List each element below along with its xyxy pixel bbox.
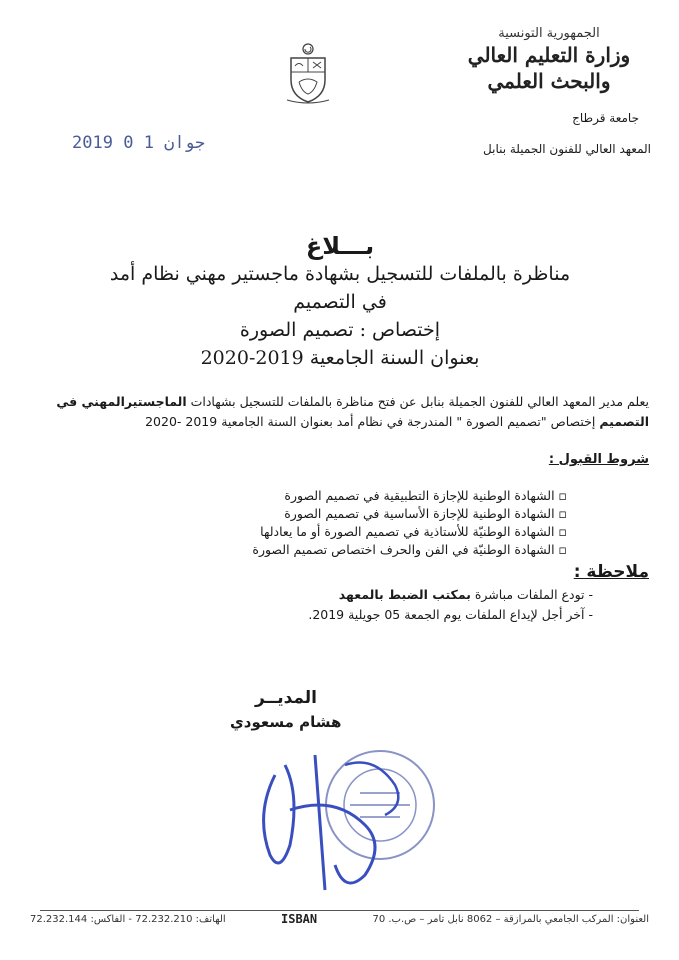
signature-icon xyxy=(245,735,435,900)
announcement-paragraph xyxy=(29,392,649,432)
footer-contact: الهاتف: 72.232.210 - الفاكس: 72.232.144 xyxy=(30,913,226,925)
ministry-line-1: وزارة التعليم العالي xyxy=(467,43,631,67)
institute-label: المعهد العالي للفنون الجميلة بنابل xyxy=(483,142,651,156)
conditions-heading: شروط القبول : xyxy=(548,452,649,467)
university-label: جامعة قرطاج xyxy=(572,111,639,125)
paragraph-bold: الماجستيرالمهني في التصميم xyxy=(56,394,649,429)
director-title: المديــر xyxy=(255,688,318,708)
announcement-title xyxy=(80,232,600,372)
title-line-3: إختصاص : تصميم الصورة xyxy=(239,319,441,341)
list-item: ▫ الشهادة الوطنية للإجازة التطبيقية في تصميم الصورة xyxy=(252,487,567,505)
footer xyxy=(30,912,649,926)
title-line-1: مناظرة بالملفات للتسجيل بشهادة ماجستير مهني نظام أمد xyxy=(109,263,571,285)
conditions-list xyxy=(252,487,567,559)
date-stamp: 2019 جوان 1 0 xyxy=(72,133,206,153)
note-1-bold: بمكتب الضبط بالمعهد xyxy=(338,587,471,602)
announcement-heading: بـــلاغ xyxy=(305,232,375,260)
title-line-4: بعنوان السنة الجامعية 2019-2020 xyxy=(200,347,480,369)
list-item: ▫ الشهادة الوطنيّة في الفن والحرف اختصاص تصميم الصورة xyxy=(252,541,567,559)
footer-address: العنوان: المركب الجامعي بالمرازقة – 8062 نابل تامر – ص.ب. 70 xyxy=(372,913,649,925)
tunisia-emblem-icon xyxy=(283,42,333,106)
institute-logo: ISBAN xyxy=(281,912,318,926)
ministry-line-2: والبحث العلمي xyxy=(487,69,611,93)
director-name: هشام مسعودي xyxy=(230,713,342,731)
title-line-2: في التصميم xyxy=(293,291,387,313)
notes-heading: ملاحظة : xyxy=(573,562,649,582)
list-item: ▫ الشهادة الوطنية للإجازة الأساسية في تصميم الصورة xyxy=(252,505,567,523)
list-item: - آخر أجل لإيداع الملفات يوم الجمعة 05 جويلية 2019. xyxy=(308,605,593,625)
notes-list xyxy=(308,585,593,625)
letterhead xyxy=(449,26,649,125)
list-item xyxy=(308,585,593,605)
paragraph-text-2: إختصاص "تصميم الصورة " المندرجة في نظام أمد بعنوان السنة الجامعية 2019 -2020 xyxy=(145,414,600,429)
footer-divider xyxy=(40,910,639,911)
list-item: ▫ الشهادة الوطنيّة للأستاذية في تصميم الصورة أو ما يعادلها xyxy=(252,523,567,541)
paragraph-text-1: يعلم مدير المعهد العالي للفنون الجميلة بنابل عن فتح مناظرة بالملفات للتسجيل بشهادات xyxy=(186,394,649,409)
republic-label: الجمهورية التونسية xyxy=(498,26,600,41)
note-1-text: تودع الملفات مباشرة xyxy=(470,587,585,602)
